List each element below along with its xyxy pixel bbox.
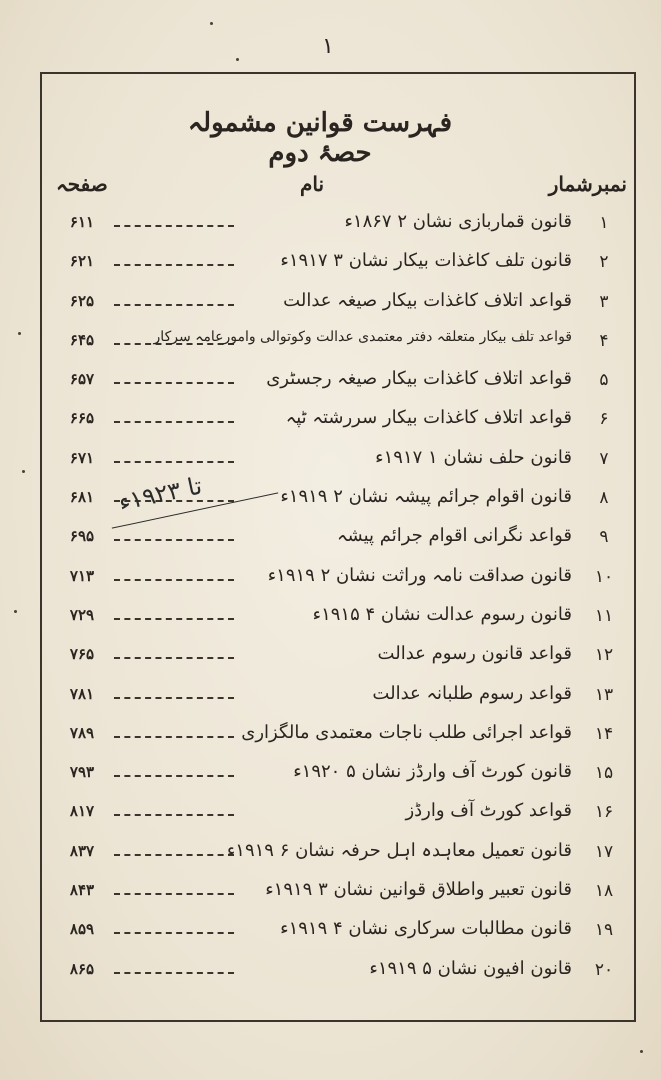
leader-dots	[114, 382, 234, 384]
leader-dots	[114, 225, 234, 227]
contents-row	[50, 952, 636, 991]
entry-title: قانون حلف نشان ۱ ۱۹۱۷ء	[375, 446, 572, 468]
entry-number: ۵	[599, 370, 609, 391]
entry-number: ۱۶	[594, 802, 614, 823]
contents-row	[50, 794, 636, 833]
leader-dots	[114, 304, 234, 306]
entry-title: قانون تلف کاغذات بیکار نشان ۳ ۱۹۱۷ء	[280, 250, 572, 272]
entry-page-number: ۸۶۵	[69, 959, 95, 978]
contents-row	[50, 912, 636, 951]
entry-title: قانون مطالبات سرکاری نشان ۴ ۱۹۱۹ء	[280, 918, 572, 940]
contents-row	[50, 441, 636, 480]
entry-page-number: ۸۱۷	[69, 802, 95, 821]
contents-row	[50, 401, 636, 440]
entry-page-number: ۶۹۵	[69, 527, 95, 546]
entry-number: ۱۵	[594, 763, 614, 784]
entry-page-number: ۷۸۱	[69, 684, 95, 703]
contents-row	[50, 755, 636, 794]
entry-number: ۱۳	[594, 684, 614, 705]
entry-page-number: ۶۲۵	[69, 291, 95, 310]
entry-title: قانون قماربازی نشان ۲ ۱۸۶۷ء	[344, 211, 572, 232]
leader-dots	[114, 697, 234, 699]
entry-number: ۴	[599, 330, 609, 351]
leader-dots	[114, 893, 234, 895]
entry-title: قواعد اتلاف کاغذات بیکار سررشتہ ٹپہ	[285, 407, 572, 429]
entry-title: قانون اقوام جرائم پیشہ نشان ۲ ۱۹۱۹ء	[280, 486, 572, 508]
entry-title: قانون رسوم عدالت نشان ۴ ۱۹۱۵ء	[312, 603, 572, 625]
entry-page-number: ۶۸۱	[69, 488, 95, 507]
entry-number: ۹	[599, 527, 609, 548]
paper-speck	[210, 22, 213, 25]
entry-number: ۲۰	[594, 959, 614, 980]
entry-number: ۱	[599, 213, 609, 233]
contents-row	[50, 637, 636, 676]
leader-dots	[114, 539, 234, 541]
entry-number: ۱۹	[594, 920, 614, 941]
leader-dots	[114, 972, 234, 974]
entry-number: ۳	[599, 291, 609, 312]
entry-page-number: ۸۳۷	[69, 841, 95, 860]
entry-title: قانون افیون نشان ۵ ۱۹۱۹ء	[369, 957, 572, 979]
leader-dots	[114, 854, 234, 856]
paper-speck	[18, 332, 21, 335]
leader-dots	[114, 618, 234, 620]
entry-page-number: ۶۱۱	[69, 213, 95, 231]
entry-page-number: ۶۷۱	[69, 448, 95, 467]
entry-number: ۱۰	[594, 566, 614, 587]
leader-dots	[114, 421, 234, 423]
paper-speck	[22, 470, 25, 473]
entry-number: ۱۷	[594, 841, 614, 862]
entry-title: قانون تعمیل معاہدہ اہل حرفہ نشان ۶ ۱۹۱۹ء	[226, 839, 572, 861]
column-header-page: صفحہ	[56, 172, 108, 196]
contents-row	[50, 323, 636, 362]
entry-title: قواعد نگرانی اقوام جرائم پیشہ	[336, 525, 572, 547]
entry-page-number: ۷۸۹	[69, 723, 95, 742]
entry-page-number: ۷۱۳	[69, 566, 95, 585]
entry-title: قواعد قانون رسوم عدالت	[377, 643, 572, 665]
paper-speck	[236, 58, 239, 61]
paper-speck	[14, 610, 17, 613]
contents-row	[50, 598, 636, 637]
leader-dots	[114, 461, 234, 463]
leader-dots	[114, 814, 234, 816]
leader-dots	[114, 657, 234, 659]
entry-number: ۱۱	[594, 605, 614, 626]
entry-title: قواعد رسوم طلبانہ عدالت	[372, 682, 572, 704]
entry-number: ۲	[599, 252, 609, 273]
entry-page-number: ۷۲۹	[69, 605, 95, 624]
contents-row	[50, 716, 636, 755]
entry-number: ۱۴	[594, 723, 614, 744]
contents-row	[50, 677, 636, 716]
entry-title: قواعد اجرائی طلب ناجات معتمدی مالگزاری	[241, 721, 572, 743]
leader-dots	[114, 736, 234, 738]
entry-page-number: ۶۵۷	[69, 370, 95, 389]
handwritten-note: تا ۱۹۲۳ء	[116, 471, 205, 517]
entry-title: قواعد تلف بیکار متعلقہ دفتر معتمدی عدالت وکوتوالی وامورعامہ سرکار	[153, 328, 572, 345]
entry-number: ۶	[599, 409, 609, 430]
entry-number: ۱۲	[594, 645, 614, 666]
entry-title: قواعد اتلاف کاغذات بیکار صیغہ عدالت	[283, 289, 572, 311]
contents-row	[50, 244, 636, 283]
entry-title: قانون صداقت نامہ وراثت نشان ۲ ۱۹۱۹ء	[267, 564, 572, 586]
entry-page-number: ۶۲۱	[69, 252, 95, 271]
contents-row	[50, 559, 636, 598]
paper-speck	[640, 1050, 643, 1053]
column-header-number: نمبرشمار	[548, 172, 627, 196]
contents-row	[50, 205, 636, 244]
entry-page-number: ۶۴۵	[69, 330, 95, 349]
entry-number: ۷	[599, 448, 609, 469]
folio-number: ۱	[322, 34, 334, 59]
contents-row	[50, 834, 636, 873]
entry-title: قواعد اتلاف کاغذات بیکار صیغہ رجسٹری	[266, 368, 572, 390]
page-title: فہرست قوانین مشمولہ حصۂ دوم	[187, 108, 453, 168]
contents-list	[50, 205, 636, 991]
contents-row	[50, 519, 636, 558]
entry-title: قواعد کورٹ آف وارڈز	[405, 800, 572, 822]
leader-dots	[114, 579, 234, 581]
column-header-name: نام	[300, 172, 325, 196]
entry-title: قانون تعبیر واطلاق قوانین نشان ۳ ۱۹۱۹ء	[265, 879, 572, 901]
leader-dots	[114, 775, 234, 777]
contents-row	[50, 362, 636, 401]
contents-row	[50, 873, 636, 912]
entry-page-number: ۷۹۳	[69, 763, 95, 782]
entry-number: ۱۸	[594, 881, 614, 902]
entry-page-number: ۶۶۵	[69, 409, 95, 428]
entry-number: ۸	[599, 488, 609, 509]
leader-dots	[114, 264, 234, 266]
entry-page-number: ۷۶۵	[69, 645, 95, 664]
entry-page-number: ۸۵۹	[69, 920, 95, 939]
leader-dots	[114, 932, 234, 934]
entry-page-number: ۸۴۳	[69, 881, 95, 900]
entry-title: قانون کورٹ آف وارڈز نشان ۵ ۱۹۲۰ء	[293, 761, 572, 783]
contents-row	[50, 284, 636, 323]
